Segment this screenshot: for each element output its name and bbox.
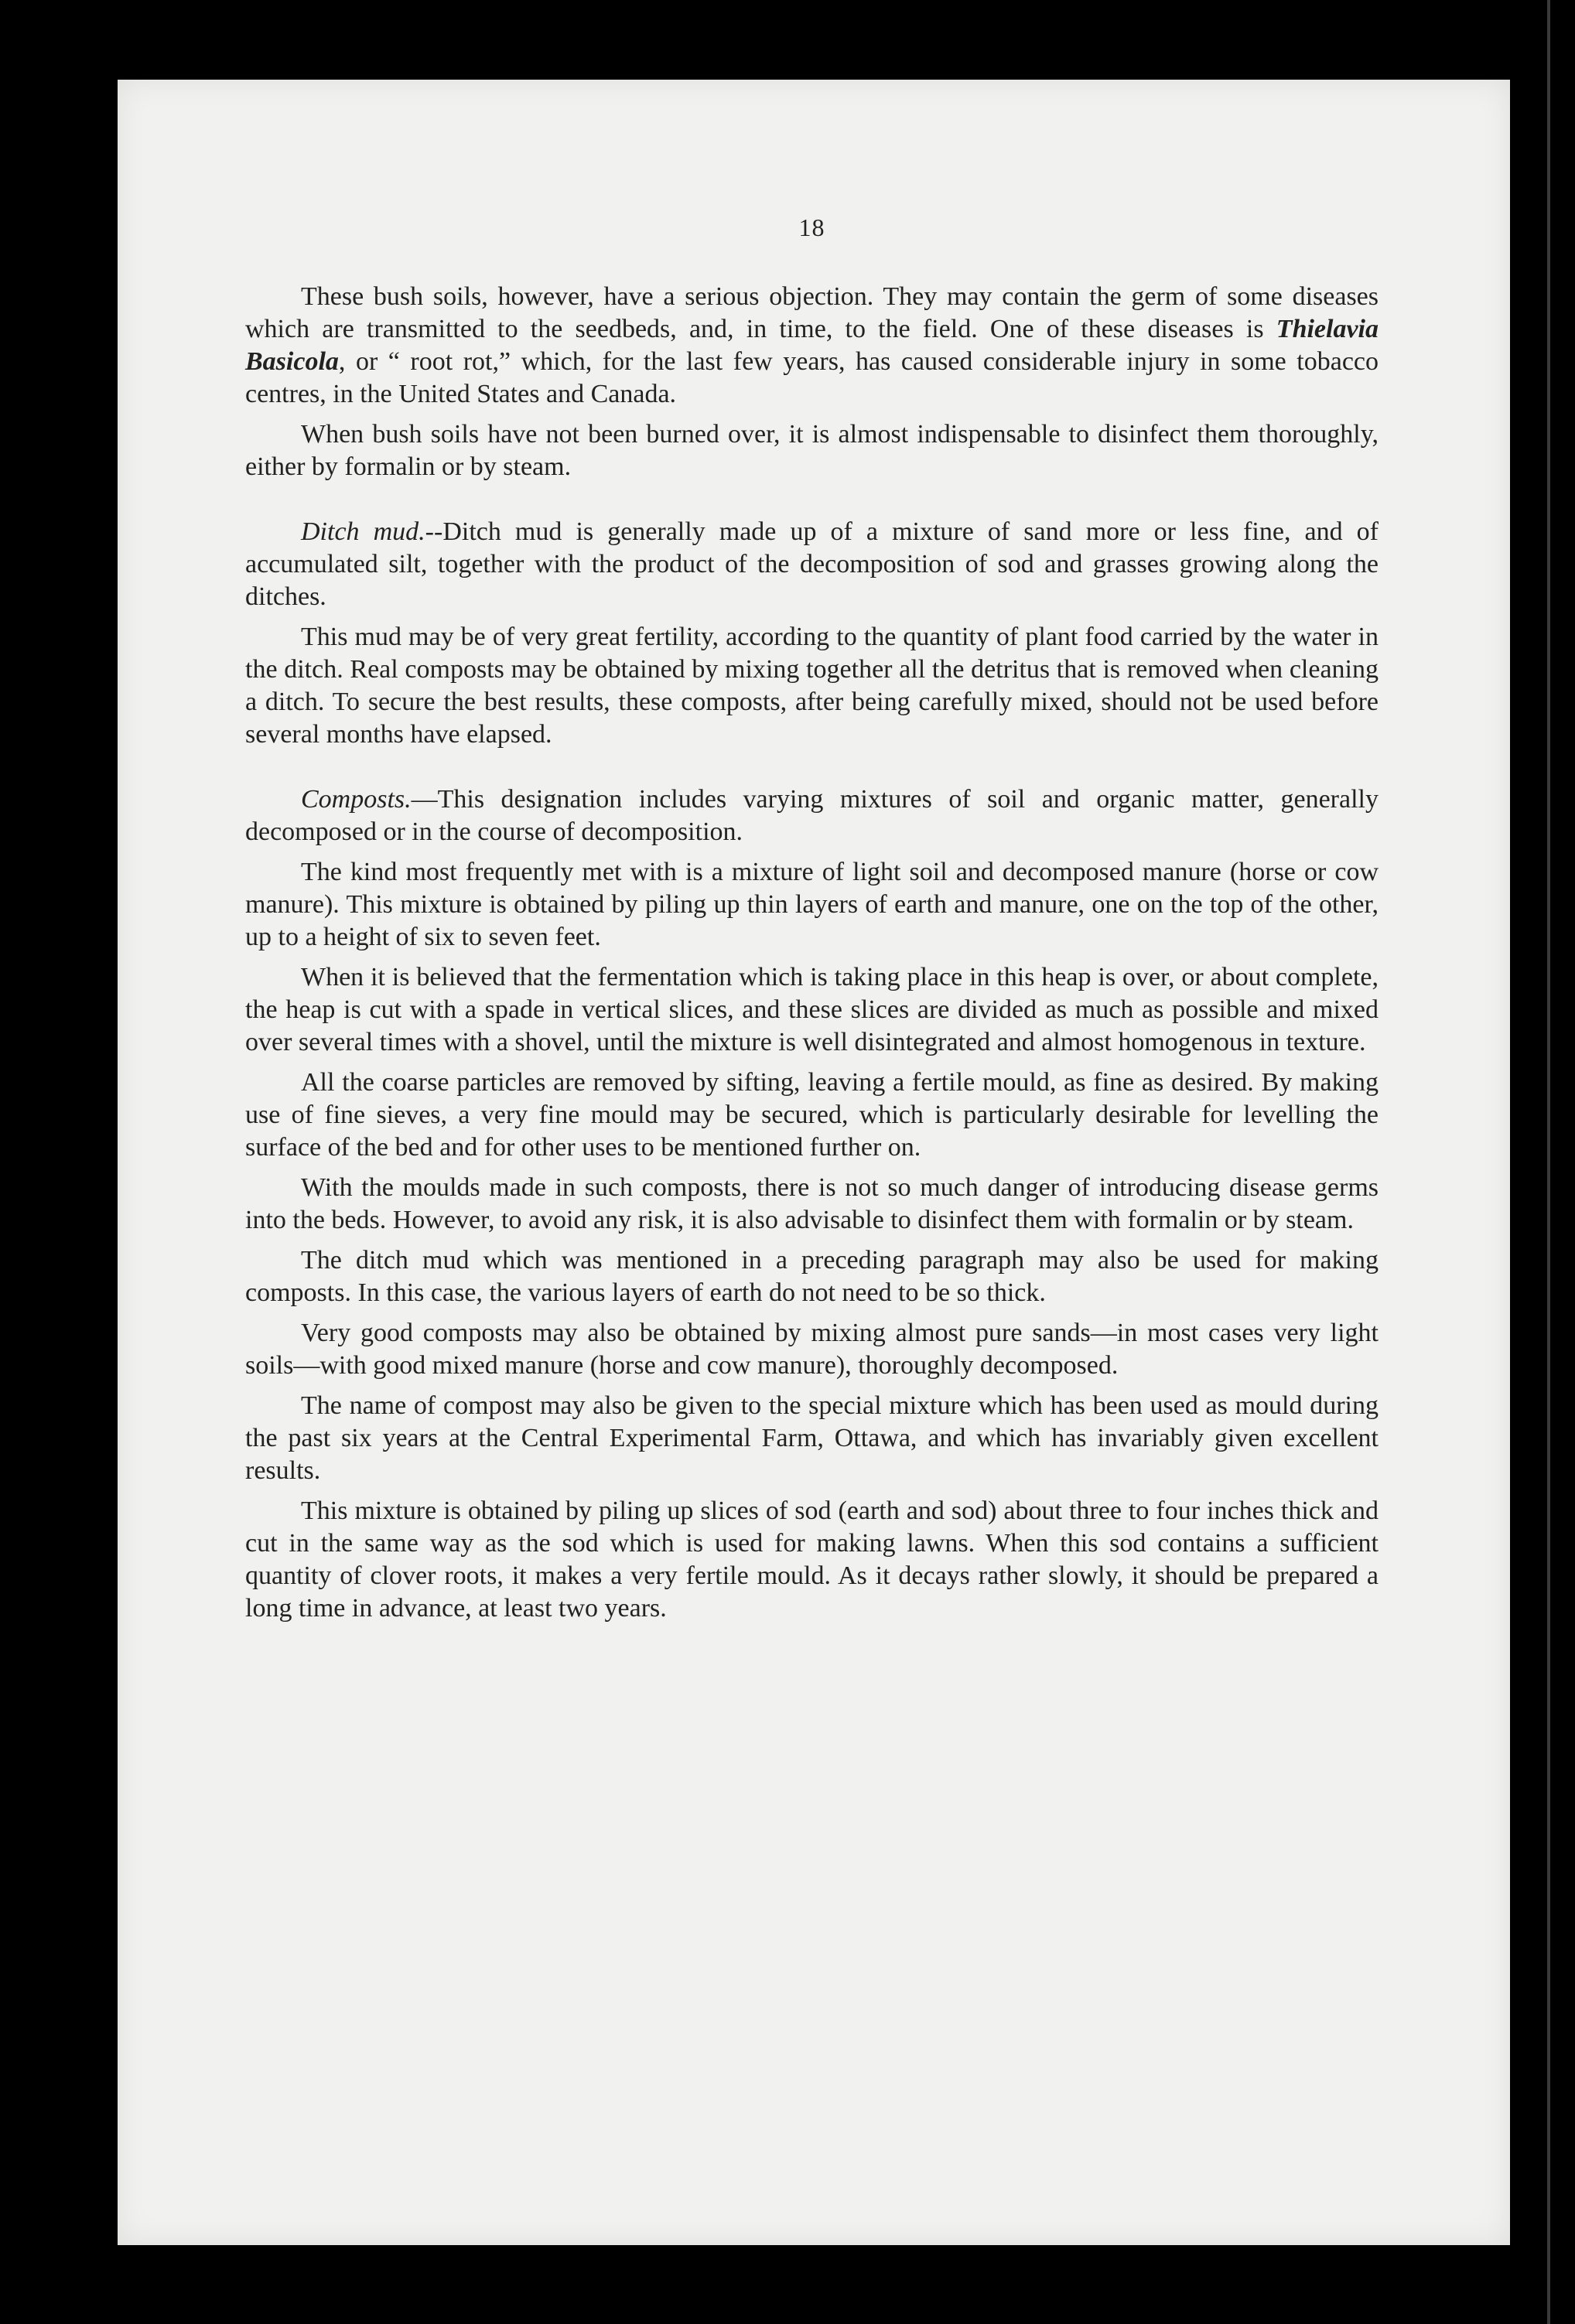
paragraph-text: These bush soils, however, have a serious objection. They may contain the germ of some diseases which are transmitted to the seedbeds, and, in time, to the field. One of these diseases is	[245, 282, 1379, 343]
paragraph-sifting: All the coarse particles are removed by sifting, leaving a fertile mould, as fine as desired. By making use of fine sieves, a very fine mould may be secured, which is particularly desirable for levelling the surface of the bed and for other uses to be mentioned further on.	[245, 1068, 1379, 1162]
paragraph-ditch-mud-fertility: This mud may be of very great fertility, according to the quantity of plant food carried by the water in the ditch. Real composts may be obtained by mixing together all the detritus that is removed when cleaning a ditch. To secure the best results, these composts, after being carefully mixed, should not be used before several months have elapsed.	[245, 623, 1379, 749]
paragraph-composts	[245, 783, 1379, 848]
paragraph-sand-composts: Very good composts may also be obtained by mixing almost pure sands—in most cases very light soils—with good mixed manure (horse and cow manure), thoroughly decomposed.	[245, 1319, 1379, 1380]
disease-name: Thielavia Basicola	[245, 315, 1379, 376]
scan-edge-line	[1547, 0, 1550, 2324]
page-number: 18	[798, 213, 825, 241]
section-heading-composts: Composts.	[301, 785, 412, 814]
paragraph-text: —This designation includes varying mixtures of soil and organic matter, generally decomposed or in the course of decomposition.	[245, 785, 1379, 846]
paragraph-disinfect-bush-soils: When bush soils have not been burned over, it is almost indispensable to disinfect them thoroughly, either by formalin or by steam.	[245, 420, 1379, 481]
page-text	[245, 211, 1379, 1633]
paragraph-sod-mixture: This mixture is obtained by piling up slices of sod (earth and sod) about three to four inches thick and cut in the same way as the sod which is used for making lawns. When this sod contains a sufficient quantity of clover roots, it makes a very fertile mould. As it decays rather slowly, it should be prepared a long time in advance, at least two years.	[245, 1496, 1379, 1623]
paragraph-ditch-mud	[245, 516, 1379, 613]
paragraph-bush-soils-objection	[245, 281, 1379, 411]
paragraph-compost-kind: The kind most frequently met with is a mixture of light soil and decomposed manure (horse or cow manure). This mixture is obtained by piling up thin layers of earth and manure, one on the top of the other, up to a height of six to seven feet.	[245, 858, 1379, 951]
document-page	[118, 80, 1510, 2245]
paragraph-fermentation: When it is believed that the fermentation which is taking place in this heap is over, or about complete, the heap is cut with a spade in vertical slices, and these slices are divided as much as possible and mixed over several times with a shovel, until the mixture is well disintegrated and almost homogenous in texture.	[245, 963, 1379, 1056]
paragraph-text: , or “ root rot,” which, for the last few years, has caused considerable injury in some tobacco centres, in the United States and Canada.	[245, 347, 1379, 408]
paragraph-text: --Ditch mud is generally made up of a mixture of sand more or less fine, and of accumulated silt, together with the product of the decomposition of sod and grasses growing along the ditches.	[245, 517, 1379, 611]
section-heading-ditch-mud: Ditch mud.	[301, 517, 425, 546]
paragraph-ditch-mud-composts: The ditch mud which was mentioned in a preceding paragraph may also be used for making composts. In this case, the various layers of earth do not need to be so thick.	[245, 1246, 1379, 1307]
paragraph-disease-germs: With the moulds made in such composts, there is not so much danger of introducing disease germs into the beds. However, to avoid any risk, it is also advisable to disinfect them with formalin or by steam.	[245, 1173, 1379, 1234]
paragraph-special-mixture: The name of compost may also be given to the special mixture which has been used as mould during the past six years at the Central Experimental Farm, Ottawa, and which has invariably given excellent results.	[245, 1391, 1379, 1485]
